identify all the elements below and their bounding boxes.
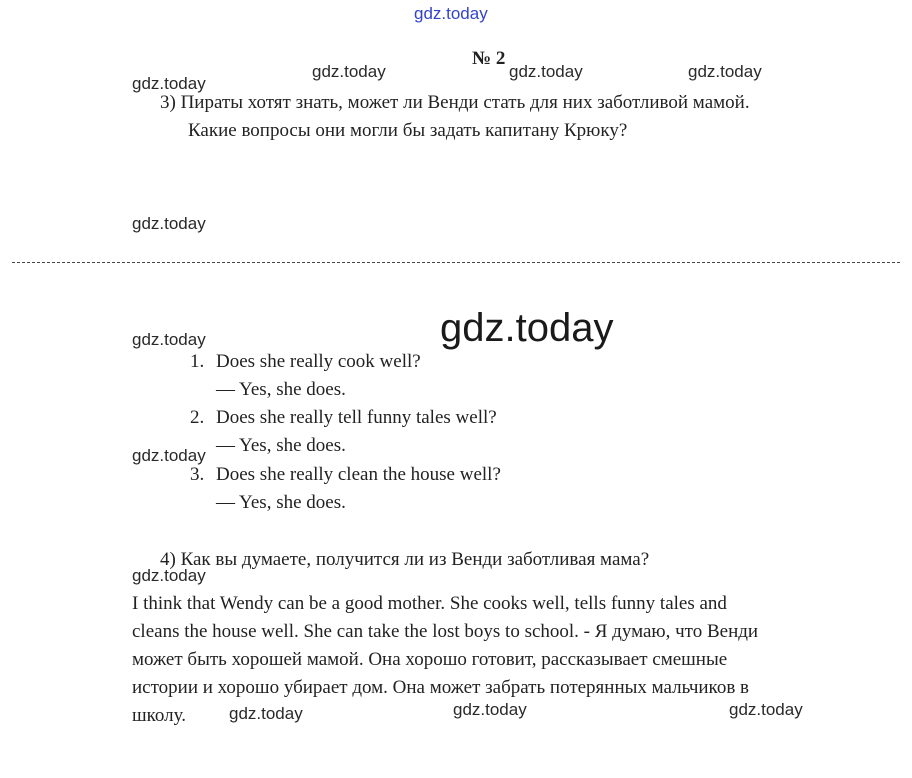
task-title: № 2 [472, 48, 506, 69]
watermark: gdz.today [729, 700, 803, 719]
watermark: gdz.today [132, 74, 206, 93]
watermark: gdz.today [132, 214, 206, 233]
watermark-large: gdz.today [440, 306, 614, 350]
watermark: gdz.today [132, 330, 206, 349]
watermark: gdz.today [509, 62, 583, 81]
paragraph-line-1: I think that Wendy can be a good mother. She cooks well, tells funny tales and [132, 593, 727, 614]
answer-question-1: Does she really cook well? [216, 351, 421, 372]
answer-question-2: Does she really tell funny tales well? [216, 407, 497, 428]
answer-num-2: 2. [190, 407, 205, 428]
dashed-separator [12, 262, 900, 263]
watermark: gdz.today [132, 446, 206, 465]
watermark-top: gdz.today [414, 4, 488, 23]
paragraph-line-3: может быть хорошей мамой. Она хорошо готовит, рассказывает смешные [132, 649, 728, 670]
answer-question-3: Does she really clean the house well? [216, 464, 501, 485]
answer-num-1: 1. [190, 351, 205, 372]
answer-reply-3: — Yes, she does. [216, 492, 346, 513]
watermark: gdz.today [312, 62, 386, 81]
watermark: gdz.today [688, 62, 762, 81]
watermark: gdz.today [229, 704, 303, 723]
question-4: 4) Как вы думаете, получится ли из Венди заботливая мама? [160, 549, 650, 570]
watermark: gdz.today [453, 700, 527, 719]
answer-reply-1: — Yes, she does. [216, 379, 346, 400]
question-3-continuation: Какие вопросы они могли бы задать капитану Крюку? [188, 120, 628, 141]
answer-reply-2: — Yes, she does. [216, 435, 346, 456]
watermark: gdz.today [132, 566, 206, 585]
answer-num-3: 3. [190, 464, 205, 485]
paragraph-line-2: cleans the house well. She can take the lost boys to school. - Я думаю, что Венди [132, 621, 759, 642]
paragraph-line-4: истории и хорошо убирает дом. Она может забрать потерянных мальчиков в [132, 677, 750, 698]
question-3: 3) Пираты хотят знать, может ли Венди стать для них заботливой мамой. [160, 92, 750, 113]
paragraph-line-5: школу. [132, 705, 186, 726]
